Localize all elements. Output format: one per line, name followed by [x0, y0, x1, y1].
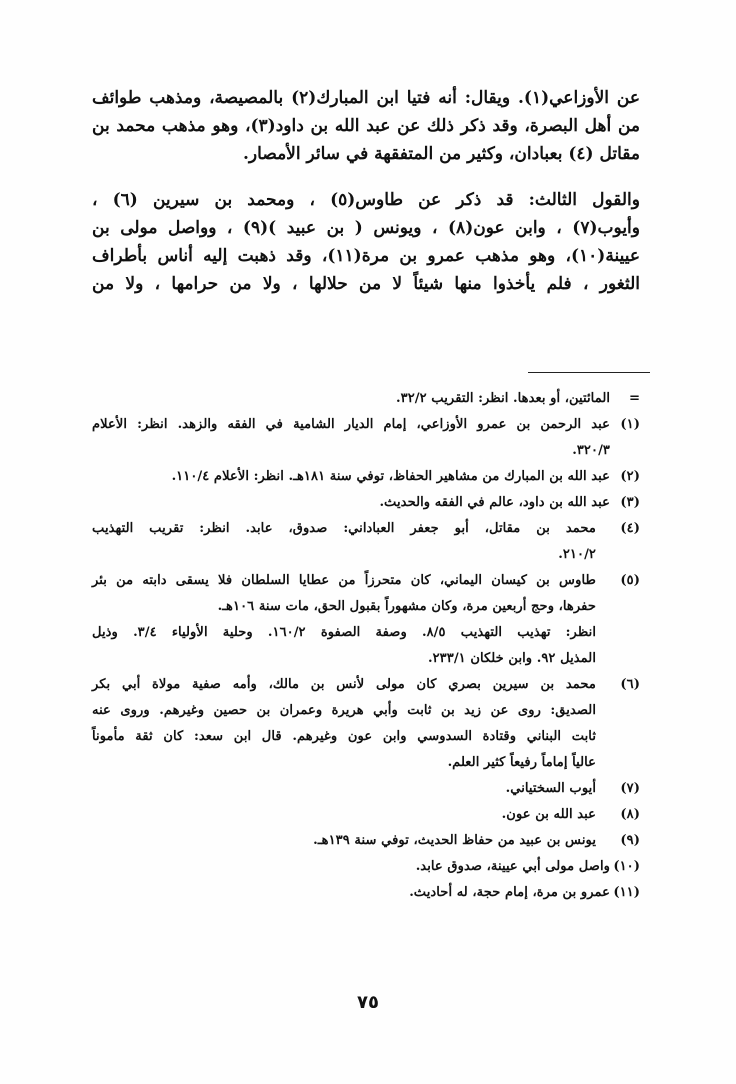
footnote-line: حفرها، وحج أربعين مرة، وكان مشهوراً بقبول الحق، مات سنة ١٠٦هـ.	[217, 599, 596, 614]
main-line: وأيوب(٧) ، وابن عون(٨) ، ويونس ( بن عبيد )(٩) ، وواصل مولى بن	[92, 218, 640, 238]
footnote-line: عبد الله بن عون.	[501, 807, 596, 822]
main-line: عيينة(١٠)، وهو مذهب عمرو بن مرة(١١)، وقد ذهبت إليه أناس بأطراف	[92, 246, 640, 266]
footnote-number: (٤)	[620, 521, 640, 536]
footnote-line: المائتين، أو بعدها. انظر: التقريب ٣٢/٢.	[396, 391, 610, 406]
footnote-1	[92, 412, 640, 464]
footnote-line: ٢١٠/٢.	[558, 547, 596, 562]
footnote-number: (٥)	[620, 573, 640, 588]
footnote-number: =	[628, 391, 640, 406]
footnote-line: عبد الله بن داود، عالم في الفقه والحديث.	[379, 495, 610, 510]
footnote-11	[92, 880, 640, 906]
footnote-5	[92, 568, 640, 672]
main-line: عن الأوزاعي(١). ويقال: أنه فتيا ابن المبارك(٢) بالمصيصة، ومذهب طوائف	[92, 88, 640, 108]
footnote-10	[92, 854, 640, 880]
footnote-line: عمرو بن مرة، إمام حجة، له أحاديث.	[409, 885, 610, 900]
footnote-6	[92, 672, 640, 776]
footnote-divider	[528, 372, 650, 373]
footnote-7	[92, 776, 640, 802]
footnote-line: ثابت البناني وقتادة السدوسي وابن عون وغيرهم. قال ابن سعد: كان ثقة مأموناً	[92, 729, 596, 744]
footnote-line: الصديق: روى عن زيد بن ثابت وأبي هريرة وعمران بن حصين وغيرهم. وروى عنه	[92, 703, 596, 718]
footnote-9	[92, 828, 640, 854]
main-line: من أهل البصرة، وقد ذكر ذلك عن عبد الله بن داود(٣)، وهو مذهب محمد بن	[92, 116, 640, 136]
footnote-number: (٧)	[620, 781, 640, 796]
footnotes	[92, 386, 640, 906]
footnote-number: (١)	[620, 417, 640, 432]
footnote-line: انظر: تهذيب التهذيب ٨/٥. وصفة الصفوة ١٦٠/٢. وحلية الأولياء ٣/٤. وذيل	[92, 625, 596, 640]
footnote-number: (١١)	[613, 885, 640, 900]
main-text	[92, 84, 640, 298]
footnote-line: يونس بن عبيد من حفاظ الحديث، توفي سنة ١٣٩هـ.	[313, 833, 596, 848]
footnote-number: (٣)	[620, 495, 640, 510]
footnote-line: أيوب السختياني.	[505, 781, 596, 796]
footnote-number: (١٠)	[613, 859, 640, 874]
footnote-line: واصل مولى أبي عيينة، صدوق عابد.	[415, 859, 610, 874]
footnote-number: (٨)	[620, 807, 640, 822]
main-line: مقاتل (٤) بعبادان، وكثير من المتفقهة في سائر الأمصار.	[243, 144, 640, 164]
footnote-continued	[92, 386, 640, 412]
footnote-line: عبد الله بن المبارك من مشاهير الحفاظ، توفي سنة ١٨١هـ. انظر: الأعلام ١١٠/٤.	[171, 469, 610, 484]
main-line: الثغور ، فلم يأخذوا منها شيئاً لا من حلالها ، ولا من حرامها ، ولا من	[92, 274, 640, 294]
footnote-line: ٣٢٠/٣.	[572, 443, 610, 458]
footnote-3	[92, 490, 640, 516]
footnote-line: محمد بن سيرين بصري كان مولى لأنس بن مالك، وأمه صفية مولاة أبي بكر	[92, 677, 596, 692]
page-number: ٧٥	[357, 992, 379, 1013]
footnote-2	[92, 464, 640, 490]
footnote-line: عالياً إماماً رفيعاً كثير العلم.	[447, 755, 596, 770]
footnote-number: (٩)	[620, 833, 640, 848]
footnote-4	[92, 516, 640, 568]
footnote-line: طاوس بن كيسان اليماني، كان متحرزاً من عطايا السلطان فلا يسقى دابته من بئر	[92, 573, 596, 588]
footnote-8	[92, 802, 640, 828]
footnote-number: (٦)	[620, 677, 640, 692]
footnote-number: (٢)	[620, 469, 640, 484]
footnote-line: المذيل ٩٢. وابن خلكان ٢٣٣/١.	[427, 651, 596, 666]
main-line: والقول الثالث: قد ذكر عن طاوس(٥) ، ومحمد بن سيرين (٦) ،	[92, 190, 640, 210]
footnote-line: محمد بن مقاتل، أبو جعفر العباداني: صدوق، عابد. انظر: تقريب التهذيب	[92, 521, 596, 536]
footnote-line: عبد الرحمن بن عمرو الأوزاعي، إمام الديار الشامية في الفقه والزهد. انظر: الأعلام	[92, 417, 610, 432]
